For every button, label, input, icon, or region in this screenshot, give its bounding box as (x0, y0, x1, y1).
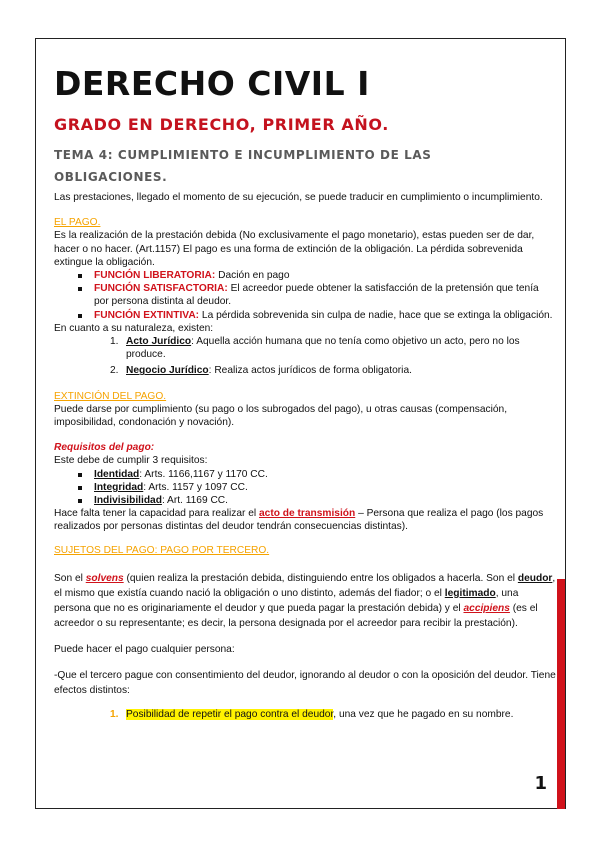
sujetos-paragraph-3: -Que el tercero pague con consentimiento del deudor, ignorando al deudor o con la oposición del deudor. Tiene efectos distintos: (54, 670, 556, 697)
function-text: La pérdida sobrevenida sin culpa de nadie, hace que se extinga la obligación. (199, 309, 553, 321)
list-number: 1. (110, 709, 119, 721)
term-solvens: solvens (85, 572, 124, 584)
sujetos-paragraph (54, 571, 556, 631)
nature-list (54, 335, 556, 378)
capacity-paragraph (54, 507, 556, 533)
text: (es el acreedor o su representante; es decir, la persona designada por el acreedor para recibir la prestación). (54, 602, 538, 629)
nature-label: Acto Jurídico (126, 336, 192, 348)
sujetos-paragraph-2: Puede hacer el pago cualquier persona: (54, 643, 235, 655)
nature-intro: En cuanto a su naturaleza, existen: (54, 322, 214, 334)
highlighted-text: Posibilidad de repetir el pago contra el deudor (126, 709, 334, 721)
list-item (54, 309, 556, 322)
effect-text: , una vez que he pagado en su nombre. (333, 709, 514, 721)
pago-paragraph: Es la realización de la prestación debida (No exclusivamente el pago monetario), estas pueden ser de dar, hacer o no hacer. (Art.1157) El pago es una forma de extinción de la obligación. La pérdida sobrevenida extingue la obligación. (54, 230, 535, 268)
topic-heading (54, 144, 556, 188)
text: Son el (54, 572, 86, 584)
document-title: DERECHO CIVIL I (54, 64, 370, 103)
term-deudor: deudor (517, 572, 553, 584)
document-page (35, 38, 566, 809)
list-number: 1. (110, 336, 119, 348)
text: , el mismo que existía cuando nació la obligación o uno distinto, además del fiador; o el (54, 572, 556, 599)
page-number: 1 (534, 773, 547, 794)
requisito-label: Indivisibilidad (94, 495, 162, 507)
extincion-paragraph: Puede darse por cumplimiento (su pago o los subrogados del pago), u otras causas (compensación, imposibilidad, condonación y novación). (54, 403, 508, 429)
section-heading-extincion: EXTINCIÓN DEL PAGO. (54, 390, 167, 402)
function-label: FUNCIÓN LIBERATORIA: (94, 270, 216, 282)
list-item (54, 494, 556, 507)
pago-functions-list (54, 269, 556, 322)
effects-list (54, 708, 556, 721)
topic-heading-line-1: TEMA 4: CUMPLIMIENTO E INCUMPLIMIENTO DE LAS (54, 148, 432, 162)
requisito-label: Identidad (94, 468, 140, 480)
text: (quien realiza la prestación debida, distinguiendo entre los obligados a hacerla. Son el (123, 572, 518, 584)
requisito-text: : Arts. 1166,1167 y 1170 CC. (139, 468, 268, 480)
requisitos-list (54, 468, 556, 508)
function-text: El acreedor puede obtener la satisfacción de la pretensión que tenía por persona distinta al deudor. (94, 283, 539, 308)
list-item (54, 269, 556, 282)
list-item (54, 335, 556, 361)
text: , una persona que no es originariamente el deudor y que pueda pagar la prestación debida) y el (54, 587, 519, 614)
section-heading-requisitos: Requisitos del pago: (54, 442, 155, 454)
list-item (54, 708, 556, 721)
side-accent-bar (557, 579, 565, 809)
list-item (54, 468, 556, 481)
nature-text: : Aquella acción humana que no tenía como objetivo un acto, pero no los produce. (126, 336, 520, 361)
document-subtitle: GRADO EN DERECHO, PRIMER AÑO. (54, 115, 389, 134)
requisitos-intro: Este debe de cumplir 3 requisitos: (54, 455, 208, 467)
requisito-text: : Arts. 1157 y 1097 CC. (143, 481, 248, 493)
page-content (54, 65, 556, 721)
term-accipiens: accipiens (463, 602, 510, 614)
requisito-label: Integridad (94, 481, 144, 493)
function-label: FUNCIÓN SATISFACTORIA: (94, 283, 228, 295)
requisito-text: : Art. 1169 CC. (161, 495, 228, 507)
section-heading-sujetos: SUJETOS DEL PAGO: PAGO POR TERCERO. (54, 544, 270, 556)
capacity-text: Hace falta tener la capacidad para realizar el (54, 508, 259, 520)
list-number: 2. (110, 365, 119, 377)
list-item (54, 282, 556, 308)
intro-paragraph: Las prestaciones, llegado el momento de su ejecución, se puede traducir en cumplimiento o incumplimiento. (54, 192, 543, 203)
term-legitimado: legitimado (444, 587, 496, 599)
section-heading-pago: EL PAGO. (54, 217, 101, 229)
nature-text: : Realiza actos jurídicos de forma obligatoria. (208, 365, 412, 377)
acto-transmision-term: acto de transmisión (259, 508, 356, 520)
function-text: Dación en pago (215, 270, 290, 282)
function-label: FUNCIÓN EXTINTIVA: (94, 309, 200, 321)
list-item (54, 364, 556, 377)
topic-heading-line-2: OBLIGACIONES. (54, 170, 168, 184)
capacity-text: – Persona que realiza el pago (los pagos realizados por personas distintas del deudor tendrán consecuencias distintas). (54, 508, 544, 533)
list-item (54, 481, 556, 494)
nature-label: Negocio Jurídico (126, 365, 209, 377)
